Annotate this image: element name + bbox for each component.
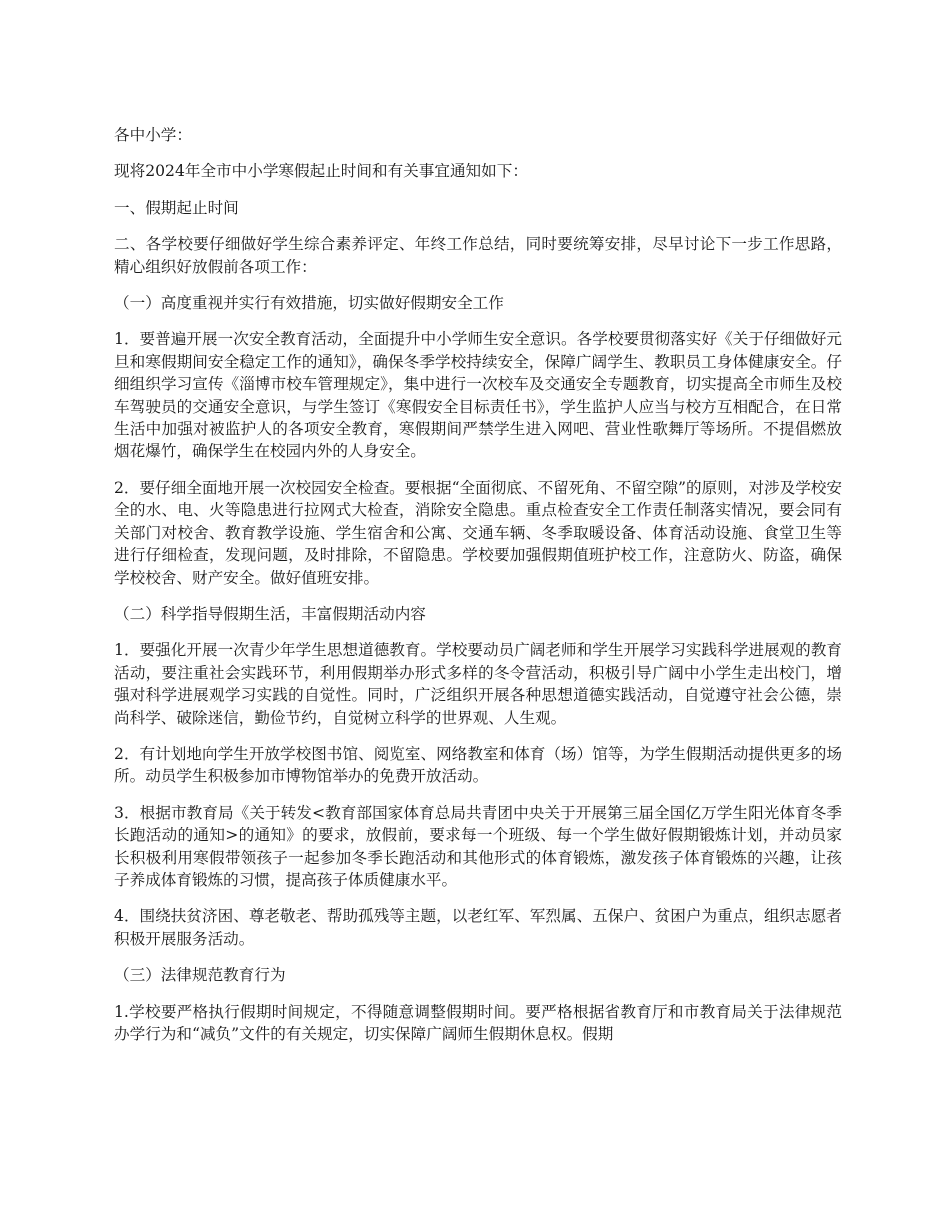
section-heading-work: 二、各学校要仔细做好学生综合素养评定、年终工作总结，同时要统筹安排，尽早讨论下一步工作思路，精心组织好放假前各项工作： — [114, 235, 842, 276]
subsection-heading-regulation: （三）法律规范教育行为 — [114, 966, 286, 985]
paragraph-safety-inspection: 2．要仔细全面地开展一次校园安全检查。要根据“全面彻底、不留死角、不留空隙”的原则，对涉及学校安全的水、电、火等隐患进行拉网式大检查，消除安全隐患。重点检查安全工作责任制落实情况，要会同有关部门对校舍、教育教学设施、学生宿舍和公寓、交通车辆、冬季取暖设备、体育活动设施、食堂卫生等进行仔细检查，发现问题，及时排除，不留隐患。学校要加强假期值班护校工作，注意防火、防盗，确保学校校舍、财产安全。做好值班安排。 — [114, 478, 842, 587]
paragraph-volunteer-service: 4．围绕扶贫济困、尊老敬老、帮助孤残等主题，以老红军、军烈属、五保户、贫困户为重点，组织志愿者积极开展服务活动。 — [114, 907, 842, 948]
paragraph-holiday-rules: 1.学校要严格执行假期时间规定，不得随意调整假期时间。要严格根据省教育厅和市教育局关于法律规范办学行为和“减负”文件的有关规定，切实保障广阔师生假期休息权。假期 — [114, 1002, 842, 1043]
section-heading-dates: 一、假期起止时间 — [114, 198, 239, 217]
intro-paragraph: 现将2024年全市中小学寒假起止时间和有关事宜通知如下： — [114, 162, 528, 181]
paragraph-safety-education: 1．要普遍开展一次安全教育活动，全面提升中小学师生安全意识。各学校要贯彻落实好《关于仔细做好元旦和寒假期间安全稳定工作的通知》，确保冬季学校持续安全，保障广阔学生、教职员工身体健康安全。仔细组织学习宣传《淄博市校车管理规定》，集中进行一次校车及交通安全专题教育，切实提高全市师生及校车驾驶员的交通安全意识，与学生签订《寒假安全目标责任书》，学生监护人应当与校方互相配合，在日常生活中加强对被监护人的各项安全教育，寒假期间严禁学生进入网吧、营业性歌舞厅等场所。不提倡燃放烟花爆竹，确保学生在校园内外的人身安全。 — [114, 330, 842, 461]
paragraph-moral-education: 1．要强化开展一次青少年学生思想道德教育。学校要动员广阔老师和学生开展学习实践科学进展观的教育活动，要注重社会实践环节，利用假期举办形式多样的冬令营活动，积极引导广阔中小学生走出校门，增强对科学进展观学习实践的自觉性。同时，广泛组织开展各种思想道德实践活动，自觉遵守社会公德，崇尚科学、破除迷信，勤俭节约，自觉树立科学的世界观、人生观。 — [114, 641, 842, 727]
paragraph-open-facilities: 2．有计划地向学生开放学校图书馆、阅览室、网络教室和体育（场）馆等，为学生假期活动提供更多的场所。动员学生积极参加市博物馆举办的免费开放活动。 — [114, 744, 842, 786]
paragraph-winter-running: 3．根据市教育局《关于转发<教育部国家体育总局共青团中央关于开展第三届全国亿万学生阳光体育冬季长跑活动的通知>的通知》的要求，放假前，要求每一个班级、每一个学生做好假期锻炼计划，并动员家长积极利用寒假带领孩子一起参加冬季长跑活动和其他形式的体育锻炼，激发孩子体育锻炼的兴趣，让孩子养成体育锻炼的习惯，提高孩子体质健康水平。 — [114, 803, 842, 889]
subsection-heading-activities: （二）科学指导假期生活，丰富假期活动内容 — [114, 604, 426, 623]
salutation: 各中小学： — [114, 126, 192, 144]
document-body — [114, 124, 842, 1059]
subsection-heading-safety: （一）高度重视并实行有效措施，切实做好假期安全工作 — [114, 294, 504, 313]
